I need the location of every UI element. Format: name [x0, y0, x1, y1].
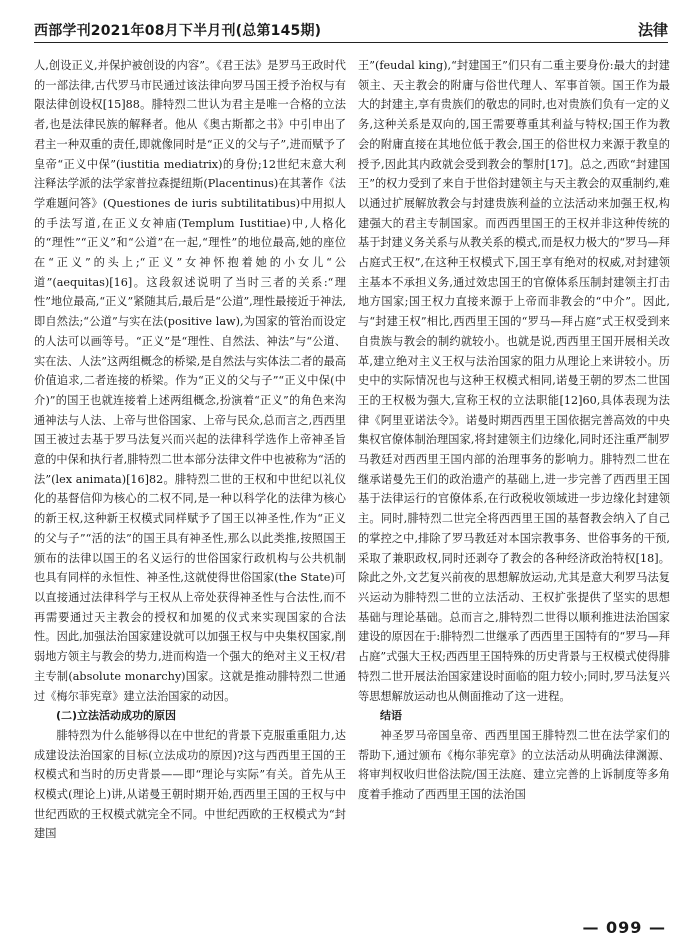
- section-subheading: 结语: [380, 709, 402, 723]
- right-column: [358, 56, 670, 805]
- body-paragraph: 神圣罗马帝国皇帝、西西里国王腓特烈二世在法学家们的帮助下,通过颁布《梅尔菲宪章》的立法活动从明确法律渊源、将审判权收归世俗法院/国王法庭、建立完善的上诉制度等多角度着手推动了西西里王国的法治国: [358, 728, 670, 802]
- section-title: 法律: [637, 21, 668, 39]
- body-paragraph: 人,创设正义,并保护被创设的内容”。《君王法》是罗马王政时代的一部法律,古代罗马市民通过该法律向罗马国王授予治权与有限法律创设权[15]88。腓特烈二世认为君主是唯一合格的立法者,也是法律民族的解释者。他从《奥古斯都之书》中引申出了君主一种双重的责任,即就像同时是“正义的父与子”,进而赋予了皇帝“正义中保”(iustitia mediatrix)的身份;12世纪末意大利注释法学派的法学家普拉森提纽斯(Placentinus)在其著作《法学难题问答》(Questiones de iuris subtilitatibus)中用拟人的手法写道,在正义女神庙(Templum Iustitiae)中,人格化的“理性”“正义”和“公道”在一起,“理性”的地位最高,她的座位在“正义”的头上;“正义”女神怀抱着她的小女儿“公道”(aequitas)[16]。这段叙述说明了当时三者的关系:“理性”地位最高,“正义”紧随其后,最后是“公道”,理性最接近于神法,即自然法;“公道”与实在法(positive law),为国家的管治而设定的人法可以画等号。“正义”是“理性、自然法、神法”与“公道、实在法、人法”这两组概念的桥梁,是自然法与实体法二者的最高价值追求,二者连接的桥梁。作为“正义的父与子”“正义中保(中介)”的国王也就连接着上述两组概念,扮演着“正义”的角色来沟通神法与人法、上帝与世俗国家、上帝与民众,总而言之,西西里国王被过去基于罗马法复兴而兴起的法律科学选作上帝神圣旨意的中保和执行者,腓特烈二世本部分法律文件中也被称为“活的法”(lex animata)[16]82。腓特烈二世的王权和中世纪以礼仪化的基督信仰为核心的二权不同,是一种以科学化的法律为核心的新王权,这种新王权模式同样赋予了国王以神圣性,作为“正义的父与子”“活的法”的国王具有神圣性,那么以此类推,按照国王颁布的法律以国王的名义运行的世俗国家行政机构与公共机制也具有同样的永恒性、神圣性,这就使得世俗国家(the State)可以直接通过法律科学与王权从上帝处获得神圣性与合法性,而不再需要通过天主教会的授权和加冕的仪式来实现国家的合法性。因此,加强法治国家建设就可以加强王权与中央集权国家,削弱地方领主与教会的势力,进而构造一个强大的绝对主义王权/君主专制(absolute monarchy)国家。这就是推动腓特烈二世通过《梅尔菲宪章》建立法治国家的动因。: [34, 59, 346, 703]
- page-number: — 099 —: [582, 918, 666, 937]
- journal-title: 西部学刊2021年08月下半月刊(总第145期): [34, 23, 322, 39]
- running-header: [34, 16, 668, 43]
- body-paragraph: 腓特烈为什么能够得以在中世纪的背景下克服重重阻力,达成建设法治国家的目标(立法成功的原因)?这与西西里王国的王权模式和当时的历史背景——即“理论与实际”有关。首先从王权模式(理论上)讲,从诺曼王朝时期开始,西西里王国的王权与中世纪西欧的王权模式就完全不同。中世纪西欧的王权模式为“封建国: [34, 728, 346, 841]
- left-column: [34, 56, 346, 844]
- body-paragraph: 王”(feudal king),“封建国王”们只有二重主要身份:最大的封建领主、天主教会的附庸与俗世代理人、军事首领。国王作为最大的封建主,享有贵族们的敬忠的同时,也对贵族们负有一定的义务,这种关系是双向的,国王需要尊重其利益与特权;国王作为教会的附庸直接在其地位低于教会,国王的俗世权力来源于教皇的授予,因此其内政就会受到教会的掣肘[17]。总之,西欧“封建国王”的权力受到了来自于世俗封建领主与天主教会的双重制约,难以通过扩展解放教会与封建贵族利益的立法活动来加强王权,构建强大的君主专制国家。而西西里国王的王权并非这种传统的基于封建义务关系与从教关系的模式,而是权力极大的“罗马—拜占庭式王权”,在这种王权模式下,国王享有绝对的权威,对封建领主基本不承担义务,通过效忠国王的官僚体系压制封建领主打击地方国家;国王权力直接来源于上帝而非教会的“中介”。因此,与“封建王权”相比,西西里王国的“罗马—拜占庭”式王权受到来自贵族与教会的制约就较小。也就是说,西西里王国开展相关改革,建立绝对主义王权与法治国家的阻力从理论上来讲较小。历史中的实际情况也与这种王权模式相同,诺曼王朝的罗杰二世国王的王权极为强大,宣称王权的立法职能[12]60,具体表现为法律《阿里亚诺法令》。诺曼时期西西里王国依据完善高效的中央集权官僚体制治理国家,将封建领主们边缘化,同时还注重严制罗马教廷对西西里王国内部的治理事务的影响力。腓特烈二世在继承诺曼先王们的政治遗产的基础上,进一步完善了西西里王国基于法律运行的官僚体系,在行政税收领域进一步边缘化封建领主。同时,腓特烈二世完全将西西里王国的基督教会纳入了自己的掌控之中,排除了罗马教廷对本国宗教事务、世俗事务的干预,采取了兼职政权,同时还剥夺了教会的各种经济政治特权[18]。除此之外,文艺复兴前夜的思想解放运动,尤其是意大利罗马法复兴运动为腓特烈二世的立法活动、王权扩张提供了坚实的思想基础与理论基础。总而言之,腓特烈二世得以顺利推进法治国家建设的原因在于:腓特烈二世继承了西西里王国特有的“罗马—拜占庭”式强大王权;西西里王国特殊的历史背景与王权模式使得腓特烈二世开展法治国家建设时面临的阻力较小;同时,罗马法复兴等思想解放运动也从侧面推动了这一进程。: [358, 59, 670, 703]
- section-subheading: (二)立法活动成功的原因: [56, 709, 177, 723]
